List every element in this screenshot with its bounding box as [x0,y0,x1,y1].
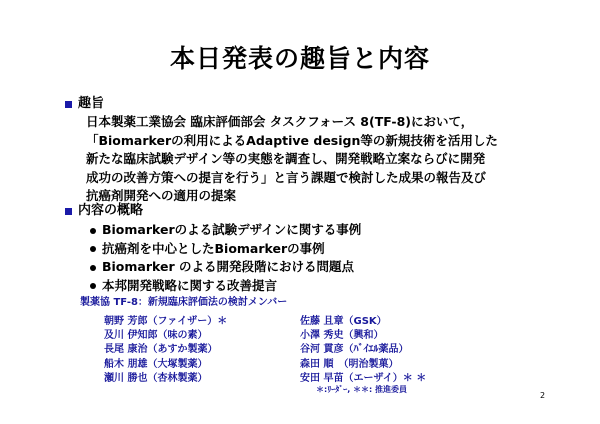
list-item-label: Biomarker のよる開発段階における問題点 [102,259,354,274]
contents-heading: 内容の概略 [78,203,144,218]
slide-title: 本日発表の趣旨と内容 [169,44,430,73]
list-item [90,277,361,296]
bullet-dot-icon [90,246,96,252]
members-legend: ＊:ﾘｰﾀﾞｰ, ＊＊: 推進委員 [316,385,408,394]
list-item [90,240,361,259]
member-name: 安田 早苗（エーザイ）＊ ＊ [300,372,427,384]
summary-line: 抗癌剤開発への適用の提案 [86,188,237,204]
summary-line: 成功の改善方策への提言を行う」と言う課題で検討した成果の報告及び [86,169,487,185]
bullet-dot-icon [90,265,96,271]
bullet-dot-icon [90,283,96,289]
purpose-heading: 趣旨 [78,96,105,111]
summary-line: 日本製薬工業協会 臨床評価部会 タスクフォース 8(TF-8)において， [86,114,474,129]
members-right-column [300,315,426,386]
list-item [90,221,361,240]
members-left-column [104,315,227,386]
list-item-label: Biomarkerのよる試験デザインに関する事例 [102,222,362,237]
summary-line: 「Biomarkerの利用によるAdaptive design等の新規技術を活用した [86,132,498,148]
member-name: 谷河 貫彦（ﾊﾞｲｴﾙ薬品） [300,344,409,356]
contents-list [90,221,361,295]
member-name: 長尾 康治（あすか製薬） [104,344,218,356]
member-name: 佐藤 且章（GSK） [300,316,387,327]
purpose-summary [86,113,546,206]
member-name: 及川 伊知郎（味の素） [104,330,208,342]
member-name: 瀬川 勝也（杏林製薬） [104,372,208,384]
summary-line: 新たな臨床試験デザイン等の実態を調査し、開発戦略立案ならびに開発 [86,151,486,167]
list-item-label: 本邦開発戦略に関する改善提言 [102,277,278,293]
member-name: 森田 順 （明治製菓） [300,358,399,370]
list-item-label: 抗癌剤を中心としたBiomarkerの事例 [102,240,325,256]
members-heading: 製薬協 TF-8：新規臨床評価法の検討メンバー [80,297,288,308]
page-number: 2 [540,391,546,400]
list-item [90,258,361,277]
member-name: 朝野 芳郎（ファイザー）＊ [104,316,228,327]
member-name: 船木 朋雄（大塚製薬） [104,358,208,370]
contents-bullet-icon [65,208,72,215]
member-name: 小澤 秀史（興和） [300,330,384,342]
purpose-bullet-icon [65,101,72,108]
bullet-dot-icon [90,228,96,234]
